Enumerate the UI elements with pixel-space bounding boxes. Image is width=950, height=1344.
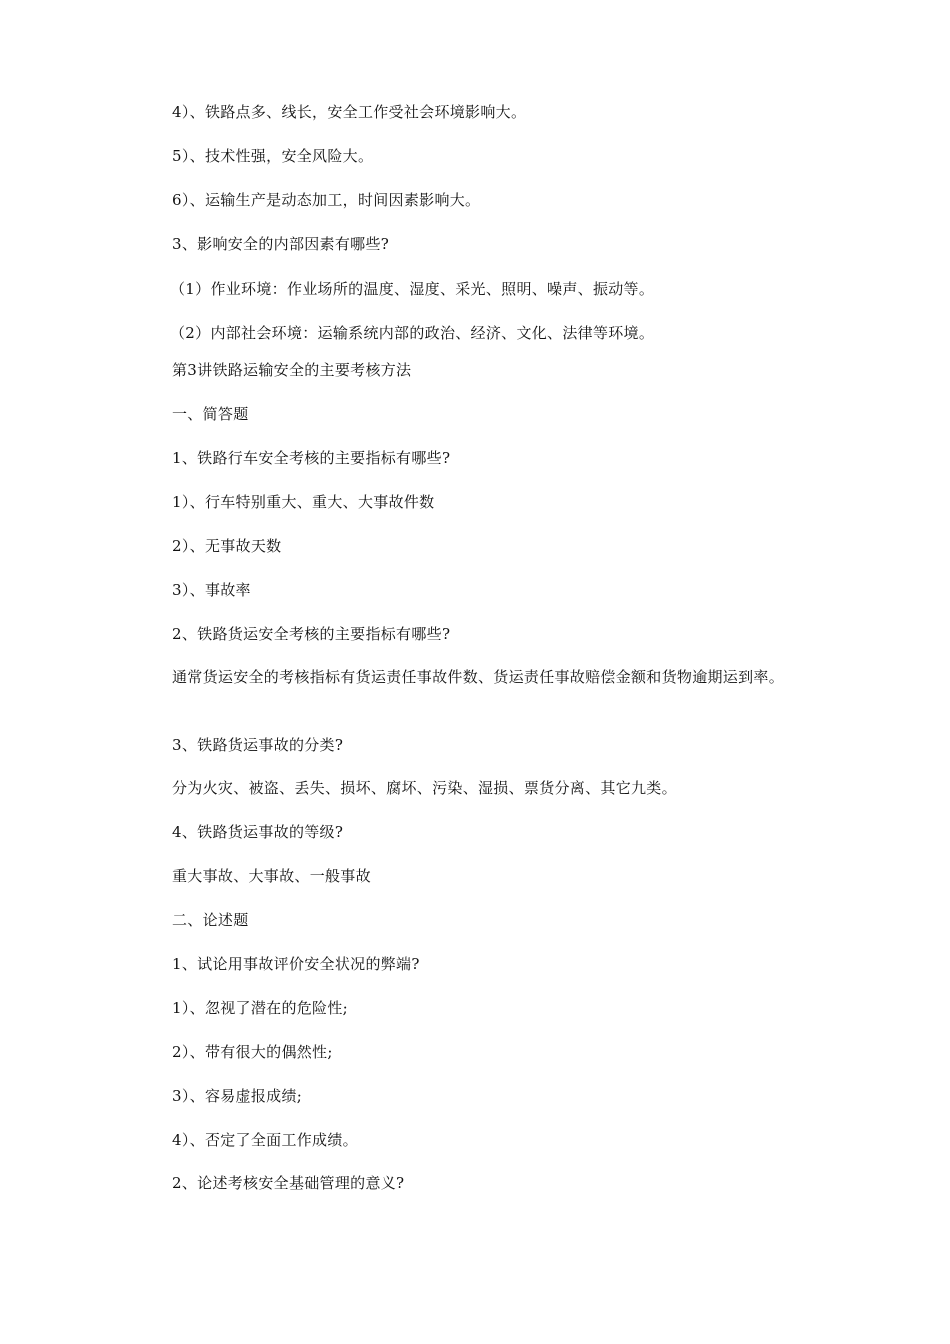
- text-line: 3）、容易虚报成绩;: [172, 1087, 303, 1105]
- lecture-title: 第3讲铁路运输安全的主要考核方法: [172, 361, 412, 379]
- text-line: 1）、行车特别重大、重大、大事故件数: [172, 493, 435, 511]
- text-line: 3）、事故率: [172, 581, 251, 599]
- text-line: （1）作业环境：作业场所的温度、湿度、采光、照明、噪声、振动等。: [170, 280, 655, 298]
- text-line: 2）、无事故天数: [172, 537, 282, 555]
- text-line: 6）、运输生产是动态加工，时间因素影响大。: [172, 191, 481, 209]
- question-heading: 3、影响安全的内部因素有哪些?: [172, 235, 390, 253]
- text-line: 4）、否定了全面工作成绩。: [172, 1131, 358, 1149]
- question-heading: 2、铁路货运安全考核的主要指标有哪些?: [172, 625, 451, 643]
- text-line: 5）、技术性强，安全风险大。: [172, 147, 374, 165]
- question-heading: 4、铁路货运事故的等级?: [172, 823, 344, 841]
- answer-paragraph: 通常货运安全的考核指标有货运责任事故件数、货运责任事故赔偿金额和货物逾期运到率。: [172, 668, 785, 686]
- text-line: 1）、忽视了潜在的危险性;: [172, 999, 348, 1017]
- section-heading: 二、论述题: [172, 911, 249, 929]
- text-line: 分为火灾、被盗、丢失、损坏、腐坏、污染、湿损、票货分离、其它九类。: [172, 779, 677, 797]
- text-line: （2）内部社会环境：运输系统内部的政治、经济、文化、法律等环境。: [170, 324, 655, 342]
- question-heading: 3、铁路货运事故的分类?: [172, 736, 344, 754]
- text-line: 4）、铁路点多、线长，安全工作受社会环境影响大。: [172, 103, 527, 121]
- text-line: 2）、带有很大的偶然性;: [172, 1043, 333, 1061]
- section-heading: 一、简答题: [172, 405, 249, 423]
- question-heading: 1、铁路行车安全考核的主要指标有哪些?: [172, 449, 451, 467]
- question-heading: 2、论述考核安全基础管理的意义?: [172, 1174, 405, 1192]
- question-heading: 1、试论用事故评价安全状况的弊端?: [172, 955, 420, 973]
- text-line: 重大事故、大事故、一般事故: [172, 867, 371, 885]
